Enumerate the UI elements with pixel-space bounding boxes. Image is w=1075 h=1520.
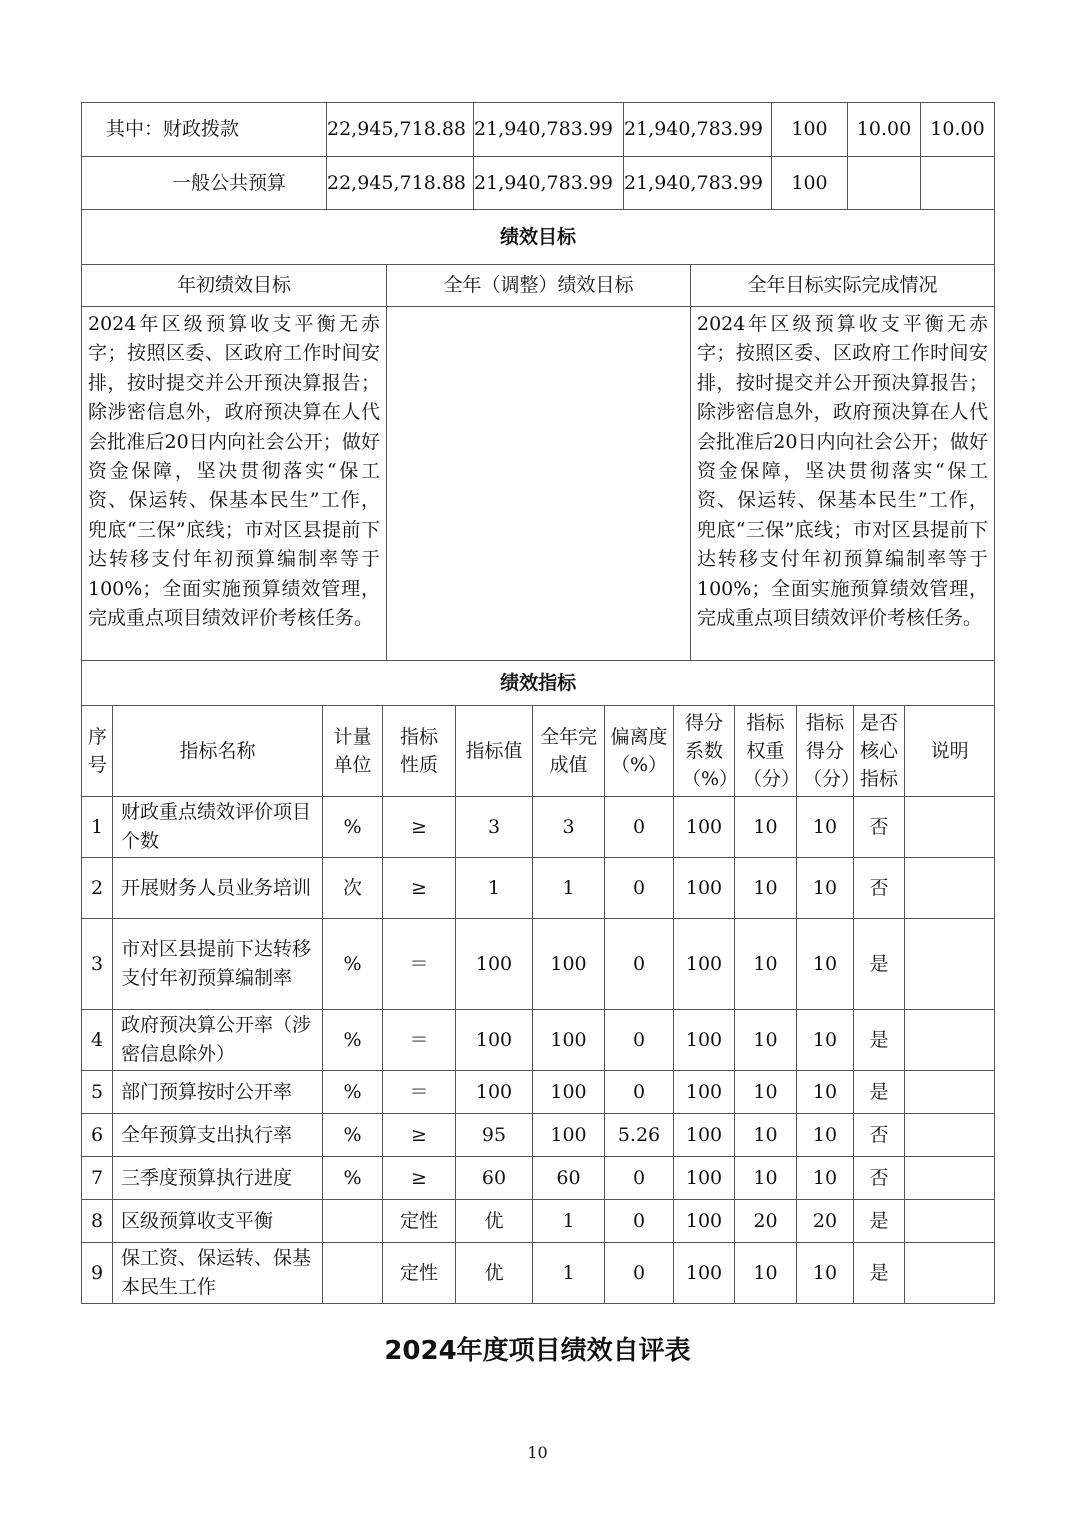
indicator-target: 60 (456, 1157, 533, 1200)
header-core: 是否核心指标 (854, 706, 905, 797)
indicator-weight: 10 (735, 797, 797, 858)
indicator-unit (323, 1200, 383, 1243)
indicator-weight: 10 (735, 1243, 797, 1304)
goals-col-adjusted: 全年（调整）绩效目标 (387, 265, 691, 307)
header-name: 指标名称 (113, 706, 323, 797)
indicator-core: 否 (854, 858, 905, 919)
indicator-unit: % (323, 919, 383, 1010)
indicator-row (82, 919, 995, 1010)
indicator-core: 是 (854, 919, 905, 1010)
indicator-core: 否 (854, 1157, 905, 1200)
indicator-name: 全年预算支出执行率 (113, 1114, 323, 1157)
funding-adjusted: 21,940,783.99 (474, 157, 624, 210)
indicator-row (82, 1157, 995, 1200)
indicator-target: 3 (456, 797, 533, 858)
indicator-deviation: 0 (605, 1071, 674, 1114)
indicator-score: 10 (797, 1114, 854, 1157)
indicator-completed: 100 (533, 1114, 605, 1157)
indicator-no: 7 (82, 1157, 113, 1200)
indicators-table (81, 660, 995, 1304)
indicator-no: 9 (82, 1243, 113, 1304)
indicator-no: 5 (82, 1071, 113, 1114)
indicator-note (905, 797, 995, 858)
indicator-name: 部门预算按时公开率 (113, 1071, 323, 1114)
indicator-unit: % (323, 1114, 383, 1157)
funding-row (82, 157, 995, 210)
indicator-coef: 100 (674, 1157, 735, 1200)
indicator-score: 10 (797, 1010, 854, 1071)
indicator-coef: 100 (674, 1200, 735, 1243)
funding-weight (848, 157, 921, 210)
indicator-completed: 1 (533, 1200, 605, 1243)
indicator-name: 区级预算收支平衡 (113, 1200, 323, 1243)
indicator-no: 4 (82, 1010, 113, 1071)
indicator-note (905, 1157, 995, 1200)
indicator-no: 6 (82, 1114, 113, 1157)
page-number: 10 (527, 1443, 548, 1462)
indicator-unit: % (323, 1157, 383, 1200)
indicator-note (905, 1010, 995, 1071)
indicator-no: 1 (82, 797, 113, 858)
indicator-core: 是 (854, 1071, 905, 1114)
indicator-target: 100 (456, 919, 533, 1010)
indicator-nature: ≥ (383, 1114, 456, 1157)
indicator-unit: 次 (323, 858, 383, 919)
indicator-deviation: 0 (605, 797, 674, 858)
indicator-note (905, 858, 995, 919)
indicator-note (905, 1071, 995, 1114)
indicator-coef: 100 (674, 797, 735, 858)
indicator-coef: 100 (674, 858, 735, 919)
goals-table (81, 209, 995, 661)
indicator-unit: % (323, 1071, 383, 1114)
indicator-coef: 100 (674, 919, 735, 1010)
goal-adjusted-text (387, 307, 691, 661)
indicator-row (82, 797, 995, 858)
indicator-nature: ≥ (383, 858, 456, 919)
goal-actual-text: 2024年区级预算收支平衡无赤字；按照区委、区政府工作时间安排，按时提交并公开预决算报告；除涉密信息外，政府预决算在人代会批准后20日内向社会公开；做好资金保障，坚决贯彻落实“保工资、保运转、保基本民生”工作，兜底“三保”底线；市对区县提前下达转移支付年初预算编制率等于100%；全面实施预算绩效管理，完成重点项目绩效评价考核任务。 (691, 307, 995, 661)
indicator-coef: 100 (674, 1071, 735, 1114)
indicator-nature: ≥ (383, 797, 456, 858)
header-note: 说明 (905, 706, 995, 797)
indicator-no: 3 (82, 919, 113, 1010)
header-deviation: 偏离度（%） (605, 706, 674, 797)
indicator-core: 否 (854, 1114, 905, 1157)
indicator-target: 优 (456, 1200, 533, 1243)
funding-rate: 100 (772, 103, 848, 157)
indicator-target: 优 (456, 1243, 533, 1304)
indicator-target: 100 (456, 1010, 533, 1071)
indicator-completed: 100 (533, 1071, 605, 1114)
indicator-target: 100 (456, 1071, 533, 1114)
funding-rate: 100 (772, 157, 848, 210)
indicator-nature: ≥ (383, 1157, 456, 1200)
indicator-target: 95 (456, 1114, 533, 1157)
header-score: 指标得分（分） (797, 706, 854, 797)
indicator-name: 财政重点绩效评价项目个数 (113, 797, 323, 858)
goals-col-initial: 年初绩效目标 (82, 265, 387, 307)
indicator-weight: 10 (735, 919, 797, 1010)
goals-col-actual: 全年目标实际完成情况 (691, 265, 995, 307)
indicator-score: 10 (797, 1243, 854, 1304)
indicator-completed: 60 (533, 1157, 605, 1200)
indicator-completed: 100 (533, 919, 605, 1010)
indicator-nature: 定性 (383, 1200, 456, 1243)
indicator-deviation: 0 (605, 1200, 674, 1243)
indicator-weight: 10 (735, 1010, 797, 1071)
indicator-completed: 3 (533, 797, 605, 858)
funding-row (82, 103, 995, 157)
goal-initial-text: 2024年区级预算收支平衡无赤字；按照区委、区政府工作时间安排，按时提交并公开预决算报告；除涉密信息外，政府预决算在人代会批准后20日内向社会公开；做好资金保障，坚决贯彻落实“保工资、保运转、保基本民生”工作，兜底“三保”底线；市对区县提前下达转移支付年初预算编制率等于100%；全面实施预算绩效管理，完成重点项目绩效评价考核任务。 (82, 307, 387, 661)
indicator-note (905, 919, 995, 1010)
indicator-note (905, 1200, 995, 1243)
indicator-nature: ＝ (383, 919, 456, 1010)
funding-actual: 21,940,783.99 (624, 157, 772, 210)
indicator-row (82, 1010, 995, 1071)
indicator-completed: 1 (533, 858, 605, 919)
indicator-row (82, 1200, 995, 1243)
indicator-weight: 20 (735, 1200, 797, 1243)
header-target: 指标值 (456, 706, 533, 797)
indicator-weight: 10 (735, 1071, 797, 1114)
header-weight: 指标权重（分） (735, 706, 797, 797)
indicator-score: 10 (797, 919, 854, 1010)
indicator-name: 开展财务人员业务培训 (113, 858, 323, 919)
funding-label: 一般公共预算 (82, 157, 327, 210)
indicator-name: 市对区县提前下达转移支付年初预算编制率 (113, 919, 323, 1010)
indicator-deviation: 0 (605, 1010, 674, 1071)
indicator-note (905, 1114, 995, 1157)
indicator-name: 保工资、保运转、保基本民生工作 (113, 1243, 323, 1304)
header-nature: 指标性质 (383, 706, 456, 797)
funding-adjusted: 21,940,783.99 (474, 103, 624, 157)
funding-label: 其中：财政拨款 (82, 103, 327, 157)
funding-budget: 22,945,718.88 (327, 103, 474, 157)
indicator-nature: 定性 (383, 1243, 456, 1304)
indicator-unit: % (323, 797, 383, 858)
header-unit: 计量单位 (323, 706, 383, 797)
indicator-score: 10 (797, 1071, 854, 1114)
indicator-score: 10 (797, 797, 854, 858)
indicators-header-row (82, 706, 995, 797)
indicator-no: 2 (82, 858, 113, 919)
indicator-weight: 10 (735, 1157, 797, 1200)
indicator-nature: ＝ (383, 1071, 456, 1114)
indicator-row (82, 1243, 995, 1304)
indicator-unit: % (323, 1010, 383, 1071)
indicator-name: 三季度预算执行进度 (113, 1157, 323, 1200)
header-no: 序号 (82, 706, 113, 797)
form-title: 2024年度项目绩效自评表 (384, 1336, 691, 1366)
indicator-note (905, 1243, 995, 1304)
indicator-core: 否 (854, 797, 905, 858)
indicator-name: 政府预决算公开率（涉密信息除外） (113, 1010, 323, 1071)
indicator-row (82, 858, 995, 919)
indicator-deviation: 0 (605, 1157, 674, 1200)
funding-score: 10.00 (921, 103, 995, 157)
indicator-target: 1 (456, 858, 533, 919)
header-completed: 全年完成值 (533, 706, 605, 797)
indicator-completed: 100 (533, 1010, 605, 1071)
funding-score (921, 157, 995, 210)
indicator-weight: 10 (735, 1114, 797, 1157)
indicator-score: 20 (797, 1200, 854, 1243)
indicators-section-title: 绩效指标 (82, 661, 995, 706)
indicator-weight: 10 (735, 858, 797, 919)
indicator-completed: 1 (533, 1243, 605, 1304)
indicator-unit (323, 1243, 383, 1304)
indicator-score: 10 (797, 858, 854, 919)
indicator-coef: 100 (674, 1114, 735, 1157)
indicator-deviation: 0 (605, 1243, 674, 1304)
indicator-nature: ＝ (383, 1010, 456, 1071)
indicator-core: 是 (854, 1200, 905, 1243)
indicator-row (82, 1071, 995, 1114)
indicator-core: 是 (854, 1243, 905, 1304)
indicator-score: 10 (797, 1157, 854, 1200)
indicator-no: 8 (82, 1200, 113, 1243)
indicator-deviation: 0 (605, 858, 674, 919)
indicator-row (82, 1114, 995, 1157)
indicator-core: 是 (854, 1010, 905, 1071)
funding-table (81, 102, 995, 210)
funding-weight: 10.00 (848, 103, 921, 157)
indicator-deviation: 0 (605, 919, 674, 1010)
indicator-coef: 100 (674, 1010, 735, 1071)
funding-actual: 21,940,783.99 (624, 103, 772, 157)
goals-section-title: 绩效目标 (82, 210, 995, 265)
indicator-coef: 100 (674, 1243, 735, 1304)
indicator-deviation: 5.26 (605, 1114, 674, 1157)
funding-budget: 22,945,718.88 (327, 157, 474, 210)
header-coef: 得分系数（%） (674, 706, 735, 797)
